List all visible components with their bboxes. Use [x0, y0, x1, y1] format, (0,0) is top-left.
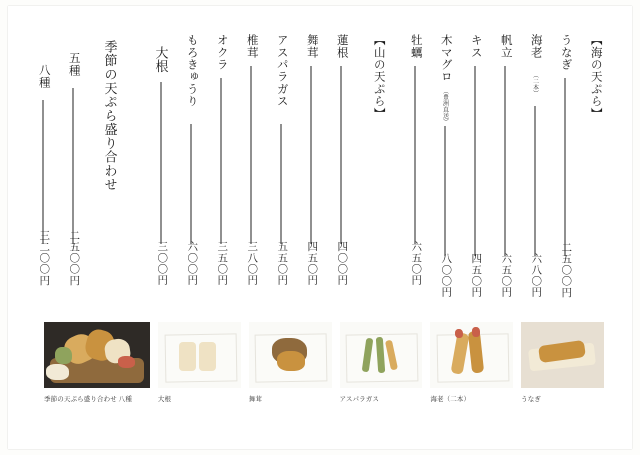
photo-cell-asparagus: [340, 322, 423, 422]
leader-line: [73, 88, 74, 244]
column-price: 二五〇〇円: [560, 242, 572, 298]
photo-cell-maitake: [249, 322, 332, 422]
menu-column-ebi: [520, 16, 550, 306]
photo-strip: [44, 322, 604, 422]
column-label: 【山の天ぷら】: [372, 34, 385, 120]
column-price: 二五〇〇円: [68, 230, 80, 286]
leader-line: [341, 66, 342, 244]
column-price: 五五〇円: [276, 241, 288, 286]
leader-line: [415, 66, 416, 244]
column-price: 四〇〇円: [336, 241, 348, 286]
column-label: キス: [469, 34, 482, 59]
photo-cell-moriawase: [44, 322, 150, 422]
column-spacer: [132, 16, 146, 306]
menu-column-hasu: [326, 16, 356, 306]
column-label: 舞茸: [305, 34, 318, 59]
menu-column-sea-heading: [580, 16, 610, 306]
leader-line: [221, 78, 222, 244]
leader-line: [161, 82, 162, 244]
photo-unagi: [521, 322, 604, 388]
menu-column-maguro: [430, 16, 460, 306]
column-price: 三五〇円: [216, 241, 228, 286]
photo-cell-unagi: [521, 322, 604, 422]
column-price: 六五〇円: [500, 253, 512, 298]
menu-column-moriawase-heading: [88, 16, 132, 306]
leader-line: [505, 66, 506, 256]
leader-line: [445, 126, 446, 256]
column-sublabel: （豊洲直送）: [441, 88, 448, 125]
photo-cell-ebi: [430, 322, 513, 422]
column-price: 六五〇円: [410, 241, 422, 286]
column-price: 四五〇円: [470, 253, 482, 298]
photo-caption: 舞茸: [248, 396, 262, 403]
photo-caption: 大根: [157, 396, 172, 403]
column-price: 六八〇円: [530, 253, 542, 298]
column-label: うなぎ: [559, 34, 572, 71]
photo-moriawase: [44, 322, 150, 388]
leader-line: [311, 66, 312, 244]
column-label: 八種: [37, 64, 50, 89]
column-price: 四五〇円: [306, 241, 318, 286]
leader-line: [251, 66, 252, 244]
column-label: アスパラガス: [275, 34, 288, 108]
menu-column-kisu: [460, 16, 490, 306]
photo-caption: アスパラガス: [339, 396, 380, 403]
leader-line: [535, 106, 536, 256]
column-label: オクラ: [215, 34, 228, 71]
menu-column-unagi: [550, 16, 580, 306]
column-price: 三〇〇円: [156, 241, 168, 286]
menu-column-mountain-heading: [356, 16, 400, 306]
menu-column-maitake: [296, 16, 326, 306]
leader-line: [281, 124, 282, 244]
menu-column-daikon: [146, 16, 176, 306]
photo-maitake: [249, 322, 332, 388]
column-label: 【海の天ぷら】: [589, 34, 602, 120]
photo-daikon: [158, 322, 241, 388]
photo-caption: 季節の天ぷら盛り合わせ 八種: [44, 396, 132, 403]
menu-column-moriawase-hasshu: [28, 16, 58, 306]
column-label: 五種: [67, 52, 80, 77]
column-price: 三八〇円: [246, 241, 258, 286]
column-price: 六〇〇円: [186, 241, 198, 286]
column-label: 帆立: [499, 34, 512, 59]
photo-caption: うなぎ: [521, 396, 542, 403]
menu-column-hotate: [490, 16, 520, 306]
menu-column-kaki: [400, 16, 430, 306]
photo-caption: 海老（二本）: [430, 396, 471, 403]
column-sublabel: （二本）: [531, 72, 538, 97]
column-label: 椎茸: [245, 34, 258, 59]
leader-line: [565, 78, 566, 256]
photo-asparagus: [340, 322, 423, 388]
column-label: 蓮根: [335, 34, 348, 59]
column-label: 海老: [529, 34, 542, 59]
photo-ebi: [430, 322, 513, 388]
column-label: 木マグロ: [439, 34, 452, 83]
column-price: 三二〇〇円: [38, 230, 50, 286]
column-label: 季節の天ぷら盛り合わせ: [102, 40, 118, 192]
leader-line: [475, 66, 476, 256]
column-label: もろきゅうり: [185, 34, 198, 108]
column-label: 大根: [153, 46, 169, 74]
leader-line: [43, 100, 44, 244]
column-label: 牡蠣: [409, 34, 422, 59]
menu-columns: [30, 16, 610, 306]
menu-column-moriawase-gosyu: [58, 16, 88, 306]
photo-cell-daikon: [158, 322, 241, 422]
menu-column-shiitake: [236, 16, 266, 306]
leader-line: [191, 124, 192, 244]
column-price: 八〇〇円: [440, 253, 452, 298]
menu-column-asparagus: [266, 16, 296, 306]
menu-column-okra: [206, 16, 236, 306]
menu-column-moro-kyuri: [176, 16, 206, 306]
